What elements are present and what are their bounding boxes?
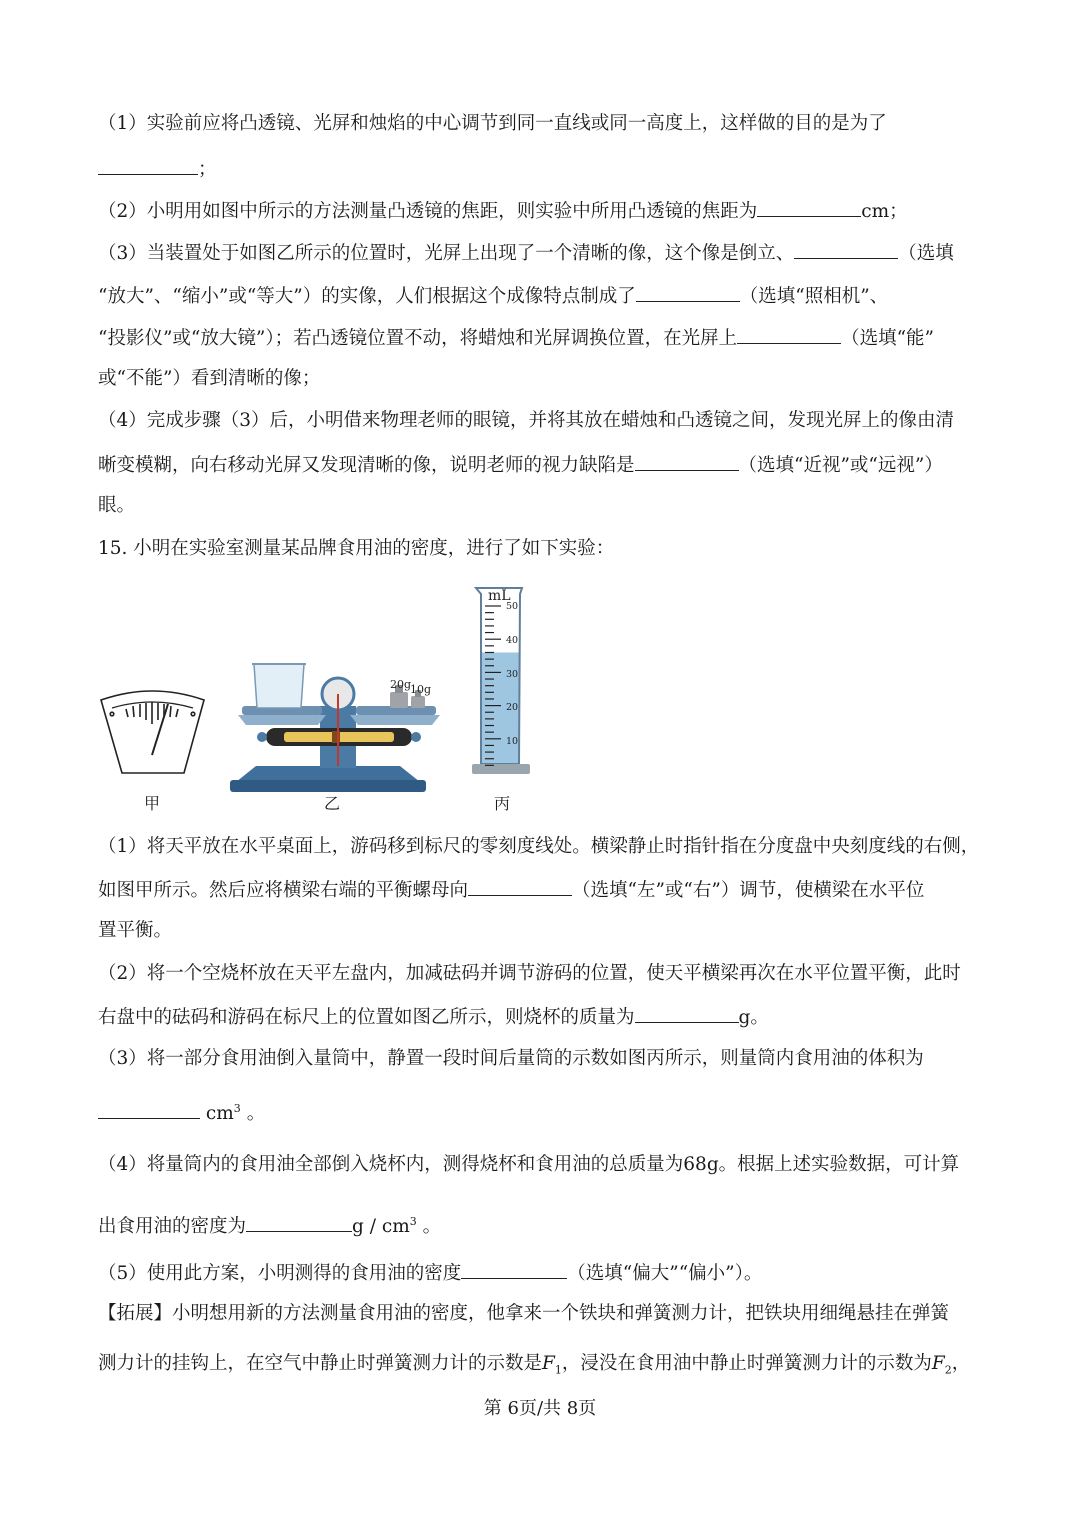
experiment-figure xyxy=(0,580,1080,820)
q14-p4-line2: 晰变模糊，向右移动光屏又发现清晰的像，说明老师的视力缺陷是 （选填“近视”或“远视”） xyxy=(98,452,943,478)
answer-blank[interactable] xyxy=(246,1213,352,1232)
cylinder-label-10: 10 xyxy=(506,736,519,747)
q15-p4-line2: 出食用油的密度为 g / $cm^3$ 。 xyxy=(98,1215,442,1238)
answer-blank[interactable] xyxy=(98,156,198,175)
caption-yi: 乙 xyxy=(324,794,341,813)
caption-bing: 丙 xyxy=(494,794,511,813)
q15-p2-line1: （2）将一个空烧杯放在天平左盘内，加减砝码并调节游码的位置，使天平横梁再次在水平位置平衡，此时 xyxy=(98,963,961,984)
answer-blank[interactable] xyxy=(468,877,572,896)
q14-p3-line4: 或“不能”）看到清晰的像； xyxy=(98,368,321,389)
q14-p1-line1: （1）实验前应将凸透镜、光屏和烛焰的中心调节到同一直线或同一高度上，这样做的目的是为了 xyxy=(98,113,887,134)
q14-p3-line1: （3）当装置处于如图乙所示的位置时，光屏上出现了一个清晰的像，这个像是倒立、 （选填 xyxy=(98,240,954,266)
answer-blank[interactable] xyxy=(757,198,861,217)
graduated-cylinder xyxy=(472,588,530,774)
q14-p3-line3: “投影仪”或“放大镜”）；若凸透镜位置不动，将蜡烛和光屏调换位置，在光屏上 （选填“能” xyxy=(98,325,934,351)
q14-p1-line2: ； xyxy=(98,156,217,182)
q15-ext-line1: 【拓展】小明想用新的方法测量食用油的密度，他拿来一个铁块和弹簧测力计，把铁块用细绳悬挂在弹簧 xyxy=(98,1303,950,1324)
q15-p2-line2: 右盘中的砝码和游码在标尺上的位置如图乙所示，则烧杯的质量为 g。 xyxy=(98,1004,769,1030)
dial-pointer xyxy=(152,704,168,755)
cylinder-label-20: 20 xyxy=(506,702,519,713)
q14-p2: （2）小明用如图中所示的方法测量凸透镜的焦距，则实验中所用凸透镜的焦距为 cm； xyxy=(98,198,908,224)
q15-p1-line3: 置平衡。 xyxy=(98,920,173,941)
q14-p4-line1: （4）完成步骤（3）后，小明借来物理老师的眼镜，并将其放在蜡烛和凸透镜之间，发现光屏上的像由清 xyxy=(98,410,955,431)
cylinder-label-40: 40 xyxy=(506,635,519,646)
q15-p4-line1: （4）将量筒内的食用油全部倒入烧杯内，测得烧杯和食用油的总质量为68g。根据上述实验数据，可计算 xyxy=(98,1154,960,1175)
caption-jia: 甲 xyxy=(144,794,161,813)
q15-p5: （5）使用此方案，小明测得的食用油的密度 （选填“偏大”“偏小”）。 xyxy=(98,1260,762,1286)
cylinder-unit: mL xyxy=(488,588,511,604)
answer-blank[interactable] xyxy=(98,1100,200,1119)
q14-p3-line2: “放大”、“缩小”或“等大”）的实像，人们根据这个成像特点制成了 （选填“照相机”、 xyxy=(98,283,888,309)
answer-blank[interactable] xyxy=(737,325,841,344)
q15-p1-line1: （1）将天平放在水平桌面上，游码移到标尺的零刻度线处。横梁静止时指针指在分度盘中央刻度线的右侧， xyxy=(98,836,980,857)
weight-label-10g: 10g xyxy=(410,683,432,696)
answer-blank[interactable] xyxy=(635,452,739,471)
answer-blank[interactable] xyxy=(635,1004,739,1023)
page-footer: 第 6页/共 8页 xyxy=(483,1398,597,1419)
q15-ext-line2: 测力计的挂钩上，在空气中静止时弹簧测力计的示数是$F_1$，浸没在食用油中静止时弹簧测力计的示数为$F_2$， xyxy=(98,1353,971,1377)
cylinder-label-30: 30 xyxy=(506,669,519,680)
dial-gauge xyxy=(101,691,204,773)
weight-label-20g: 20g xyxy=(390,678,412,691)
q15-p1-line2: 如图甲所示。然后应将横梁右端的平衡螺母向 （选填“左”或“右”）调节，使横梁在水平位 xyxy=(98,877,924,903)
answer-blank[interactable] xyxy=(636,283,740,302)
answer-blank[interactable] xyxy=(461,1260,567,1279)
cylinder-label-50: 50 xyxy=(506,601,519,612)
q14-p4-line3: 眼。 xyxy=(98,495,136,516)
answer-blank[interactable] xyxy=(794,240,898,259)
q15-p3-line1: （3）将一部分食用油倒入量筒中，静置一段时间后量筒的示数如图丙所示，则量筒内食用油的体积为 xyxy=(98,1048,924,1069)
q15-stem: 15. 小明在实验室测量某品牌食用油的密度，进行了如下实验： xyxy=(98,538,615,559)
q15-p3-line2: $cm^3$ 。 xyxy=(98,1097,265,1126)
